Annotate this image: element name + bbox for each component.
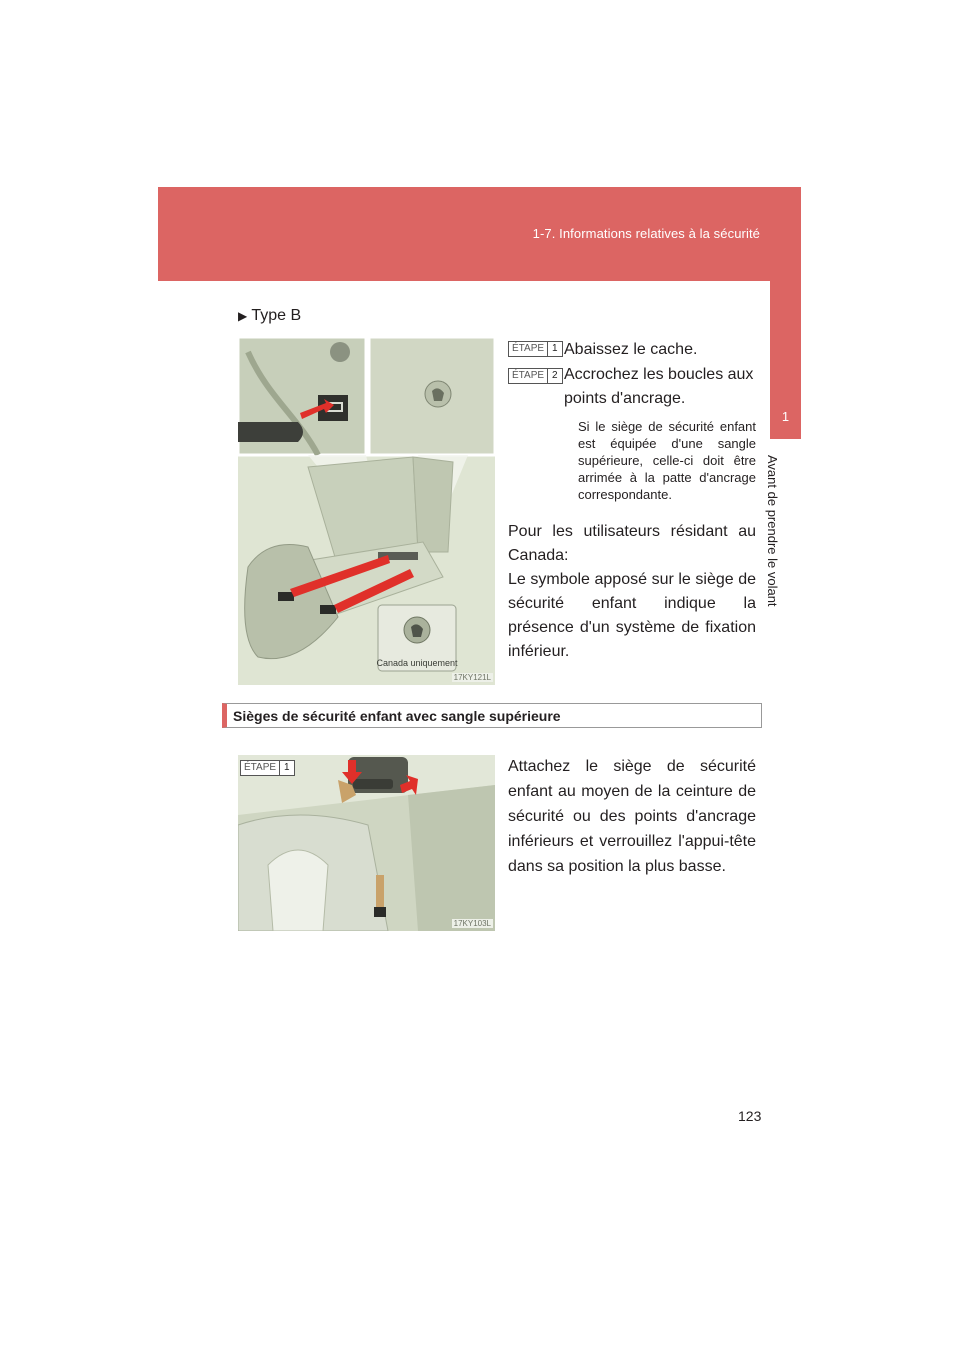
page-number: 123 bbox=[738, 1108, 762, 1124]
section-title: 1-7. Informations relatives à la sécurité bbox=[532, 226, 760, 241]
step-1-text: Abaissez le cache. bbox=[564, 341, 698, 358]
cover-flap bbox=[238, 422, 303, 442]
step-badge: ÉTAPE 1 bbox=[240, 757, 295, 776]
figure-lower-anchors bbox=[238, 337, 495, 685]
connector bbox=[278, 592, 294, 601]
step-2 bbox=[508, 365, 563, 384]
figure-top-strap bbox=[238, 755, 495, 931]
step-2-text: Accrochez les boucles aux points d'ancrage. bbox=[564, 366, 754, 407]
type-b-heading bbox=[238, 307, 301, 325]
canada-paragraph bbox=[508, 520, 756, 664]
figure-code: 17KY103L bbox=[453, 919, 491, 928]
triangle-bullet-icon: ▶ bbox=[238, 309, 248, 323]
canada-line-2: Le symbole apposé sur le siège de sécurité enfant indique la présence d'un système de fixation inférieur. bbox=[508, 571, 756, 660]
canada-badge-label: Canada uniquement bbox=[376, 658, 458, 668]
step-2-note: Si le siège de sécurité enfant est équipée d'une sangle supérieure, celle-ci doit être arrimée à la patte d'ancrage correspondante. bbox=[578, 419, 756, 502]
connector bbox=[320, 605, 336, 614]
canada-line-1: Pour les utilisateurs résidant au Canada: bbox=[508, 523, 756, 564]
lower-anchor-illustration bbox=[238, 337, 495, 685]
step-badge: ÉTAPE 2 bbox=[508, 368, 563, 384]
step-badge: ÉTAPE 1 bbox=[508, 341, 563, 357]
type-b-heading-text: Type B bbox=[251, 307, 302, 324]
top-strap-text: Attachez le siège de sécurité enfant au moyen de la ceinture de sécurité ou des points d'ancrage inférieurs et verrouillez l'appui-tête dans sa position la plus basse. bbox=[508, 758, 756, 875]
section-heading: Sièges de sécurité enfant avec sangle supérieure bbox=[222, 703, 762, 728]
chapter-number: 1 bbox=[781, 409, 790, 424]
figure-code: 17KY121L bbox=[453, 673, 491, 682]
top-strap-illustration bbox=[238, 755, 495, 931]
step-1 bbox=[508, 338, 563, 357]
chapter-title: Avant de prendre le volant bbox=[765, 455, 780, 607]
